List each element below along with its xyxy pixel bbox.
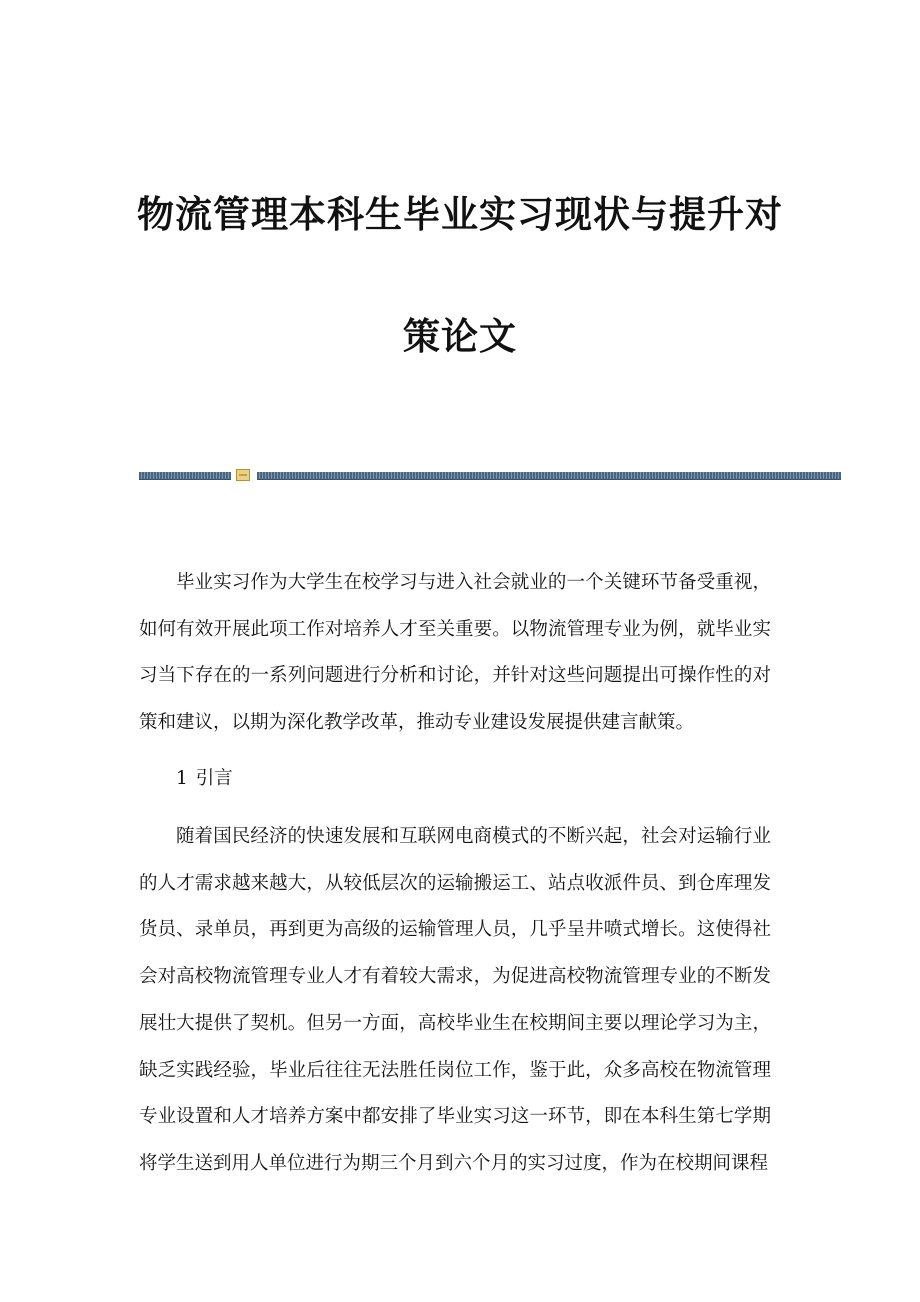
intro-paragraph: 随着国民经济的快速发展和互联网电商模式的不断兴起，社会对运输行业的人才需求越来越大，从较低层次的运输搬运工、站点收派件员、到仓库理发货员、录单员，再到更为高级的运输管理人员，几乎呈井喷式增长。这使得社会对高校物流管理专业人才有着较大需求，为促进高校物流管理专业的不断发展壮大提供了契机。但另一方面，高校毕业生在校期间主要以理论学习为主，缺乏实践经验，毕业后往往无法胜任岗位工作，鉴于此，众多高校在物流管理专业设置和人才培养方案中都安排了毕业实习这一环节，即在本科生第七学期将学生送到用人单位进行为期三个月到六个月的实习过度，作为在校期间课程 bbox=[139, 826, 771, 1174]
divider-bar-right bbox=[257, 472, 841, 480]
section-number: 1 bbox=[176, 768, 188, 789]
divider-ornament-icon bbox=[236, 469, 250, 481]
title-divider bbox=[139, 472, 841, 480]
document-title-line-1: 物流管理本科生毕业实习现状与提升对 bbox=[137, 192, 783, 236]
divider-bar-left bbox=[139, 472, 231, 480]
section-title: 引言 bbox=[195, 768, 233, 789]
document-title-line-2: 策论文 bbox=[403, 314, 517, 358]
section-heading bbox=[176, 756, 233, 802]
abstract-paragraph: 毕业实习作为大学生在校学习与进入社会就业的一个关键环节备受重视，如何有效开展此项工作对培养人才至关重要。以物流管理专业为例，就毕业实习当下存在的一系列问题进行分析和讨论，并针对这些问题提出可操作性的对策和建议，以期为深化教学改革，推动专业建设发展提供建言献策。 bbox=[139, 572, 771, 734]
